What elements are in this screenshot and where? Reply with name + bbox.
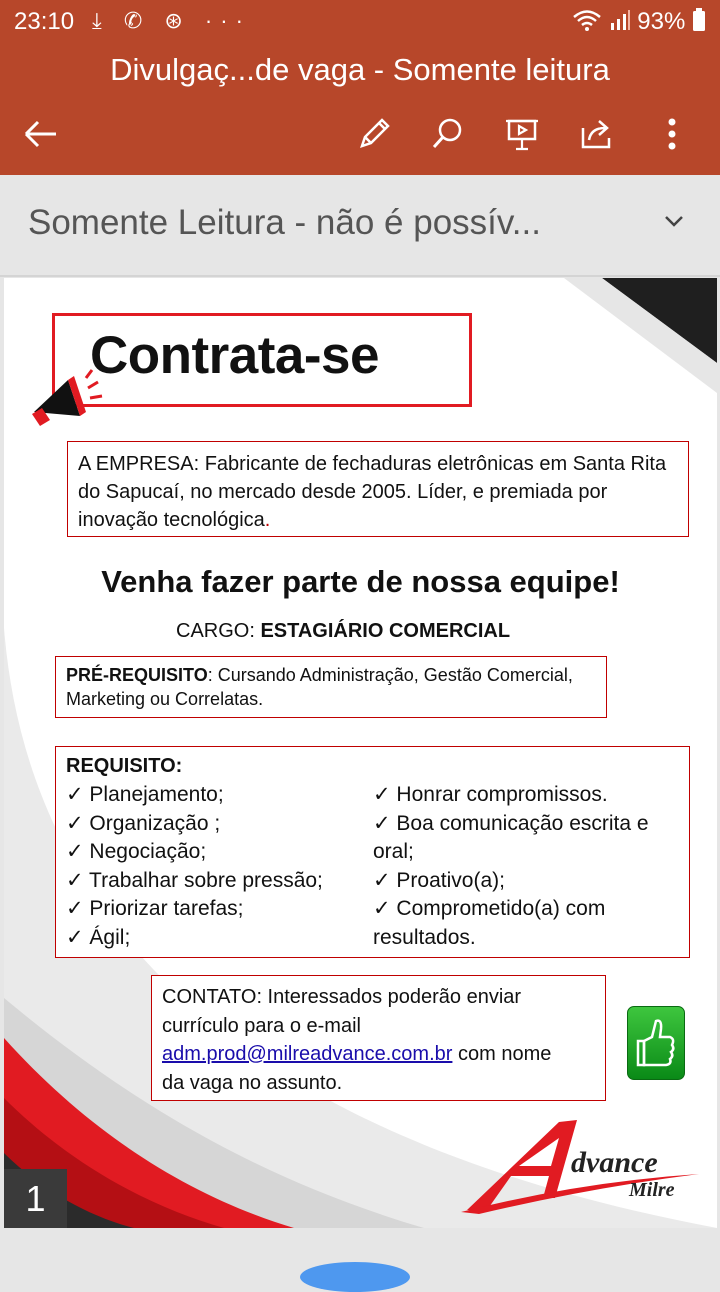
status-time: 23:10	[14, 8, 75, 35]
back-arrow-icon[interactable]	[20, 114, 60, 154]
advance-milre-logo	[459, 1114, 704, 1219]
company-description-box	[67, 441, 689, 537]
slide-page-number: 1	[4, 1169, 67, 1228]
job-title-label: CARGO:	[176, 620, 261, 642]
requirements-box	[55, 746, 690, 958]
job-title-line	[176, 620, 510, 643]
requirements-column-1	[66, 781, 366, 952]
notification-icons: ⤓ ✆ ⊛ ···	[92, 8, 251, 33]
logo-text-advance: dvance	[571, 1146, 658, 1179]
requirement-item: ✓ Trabalhar sobre pressão;	[66, 868, 323, 892]
contact-line-4: da vaga no assunto.	[162, 1071, 343, 1094]
prerequisite-text: : Cursando Administração, Gestão Comercial, Marketing ou Correlatas.	[66, 665, 573, 709]
requirement-item: ✓ Organização ;	[66, 811, 221, 835]
contact-box	[151, 975, 606, 1101]
logo-text-milre: Milre	[629, 1179, 675, 1201]
join-team-heading: Venha fazer parte de nossa equipe!	[101, 564, 620, 599]
job-title-value: ESTAGIÁRIO COMERCIAL	[260, 620, 511, 642]
share-icon[interactable]	[577, 114, 617, 154]
contact-line-2: currículo para o e-mail	[162, 1014, 361, 1037]
company-description: A EMPRESA: Fabricante de fechaduras eletrônicas em Santa Rita do Sapucaí, no mercado desde 2005. Líder, e premiada por inovação tecnológica	[78, 453, 667, 531]
battery-icon	[692, 8, 706, 32]
requirement-item: resultados.	[373, 925, 476, 949]
document-title: Divulgaç...de vaga - Somente leitura	[110, 52, 610, 87]
requirement-item: ✓ Negociação;	[66, 840, 207, 863]
edit-pencil-icon[interactable]	[354, 114, 394, 154]
requirements-title: REQUISITO:	[66, 755, 183, 777]
contact-line-1: CONTATO: Interessados poderão enviar	[162, 986, 522, 1008]
chevron-down-icon[interactable]	[660, 207, 688, 235]
wifi-icon	[572, 9, 602, 31]
read-only-banner[interactable]	[0, 175, 720, 277]
contact-line-3: com nome	[452, 1043, 552, 1065]
requirement-item: ✓ Honrar compromissos.	[373, 783, 608, 806]
requirement-item: oral;	[373, 840, 414, 863]
status-right	[572, 8, 706, 36]
slide-canvas[interactable]	[4, 278, 717, 1228]
app-bar	[0, 44, 720, 175]
company-description-dot: .	[264, 509, 271, 531]
megaphone-icon	[28, 366, 108, 432]
signal-icon	[609, 9, 631, 31]
prerequisite-label: PRÉ-REQUISITO	[66, 665, 208, 685]
requirement-item: ✓ Proativo(a);	[373, 868, 505, 892]
read-only-text: Somente Leitura - não é possív...	[28, 203, 541, 242]
requirement-item: ✓ Boa comunicação escrita e	[373, 811, 649, 835]
prerequisite-box	[55, 656, 607, 718]
more-vert-icon[interactable]	[652, 114, 692, 154]
requirement-item: ✓ Priorizar tarefas;	[66, 897, 244, 920]
contact-email-link[interactable]: adm.prod@milreadvance.com.br	[162, 1043, 453, 1065]
requirement-item: ✓ Comprometido(a) com	[373, 897, 606, 920]
bottom-edge-glow	[300, 1262, 410, 1292]
status-bar	[0, 0, 720, 44]
requirements-column-2	[373, 781, 673, 952]
requirement-item: ✓ Ágil;	[66, 925, 131, 949]
search-icon[interactable]	[428, 114, 468, 154]
headline-contrata-se: Contrata-se	[90, 326, 380, 385]
requirement-item: ✓ Planejamento;	[66, 783, 224, 806]
battery-level: 93%	[637, 8, 686, 35]
present-icon[interactable]	[502, 114, 542, 154]
thumbs-up-icon	[627, 1006, 685, 1080]
